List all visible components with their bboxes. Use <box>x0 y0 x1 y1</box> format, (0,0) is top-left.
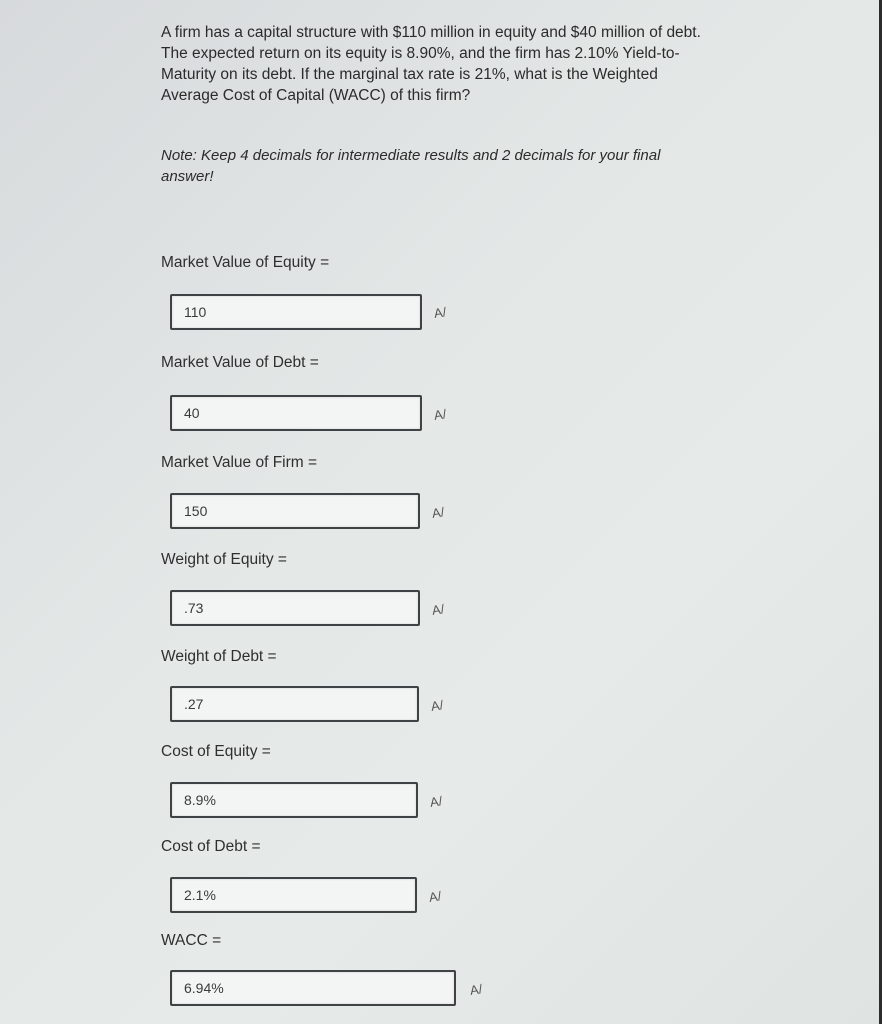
spellcheck-icon[interactable]: A/ <box>432 304 448 321</box>
spellcheck-icon[interactable]: A/ <box>427 888 443 905</box>
question-text <box>161 22 831 106</box>
spellcheck-icon[interactable]: A/ <box>430 601 446 618</box>
spellcheck-icon[interactable]: A/ <box>432 406 448 423</box>
input-cost-debt[interactable]: 2.1% <box>170 877 417 913</box>
spellcheck-icon[interactable]: A/ <box>429 697 445 714</box>
label-cost-debt: Cost of Debt = <box>161 838 261 855</box>
label-wacc: WACC = <box>161 932 222 949</box>
label-weight-equity: Weight of Equity = <box>161 551 287 568</box>
question-line: The expected return on its equity is 8.90%, and the firm has 2.10% Yield-to- <box>161 45 680 62</box>
note-line: Note: Keep 4 decimals for intermediate results and 2 decimals for your final <box>161 147 661 164</box>
question-line: A firm has a capital structure with $110 million in equity and $40 million of debt. <box>161 24 701 41</box>
note-line: answer! <box>161 168 214 185</box>
input-weight-debt[interactable]: .27 <box>170 686 419 722</box>
question-line: Average Cost of Capital (WACC) of this firm? <box>161 87 471 104</box>
instruction-note <box>161 145 801 187</box>
input-market-value-equity[interactable]: 110 <box>170 294 422 330</box>
question-line: Maturity on its debt. If the marginal tax rate is 21%, what is the Weighted <box>161 66 658 83</box>
label-market-value-debt: Market Value of Debt = <box>161 354 319 371</box>
spellcheck-icon[interactable]: A/ <box>468 981 484 998</box>
label-market-value-equity: Market Value of Equity = <box>161 254 330 271</box>
spellcheck-icon[interactable]: A/ <box>428 793 444 810</box>
spellcheck-icon[interactable]: A/ <box>430 504 446 521</box>
input-wacc[interactable]: 6.94% <box>170 970 456 1006</box>
label-cost-equity: Cost of Equity = <box>161 743 271 760</box>
input-weight-equity[interactable]: .73 <box>170 590 420 626</box>
label-market-value-firm: Market Value of Firm = <box>161 454 318 471</box>
label-weight-debt: Weight of Debt = <box>161 648 277 665</box>
input-market-value-firm[interactable]: 150 <box>170 493 420 529</box>
input-market-value-debt[interactable]: 40 <box>170 395 422 431</box>
input-cost-equity[interactable]: 8.9% <box>170 782 418 818</box>
